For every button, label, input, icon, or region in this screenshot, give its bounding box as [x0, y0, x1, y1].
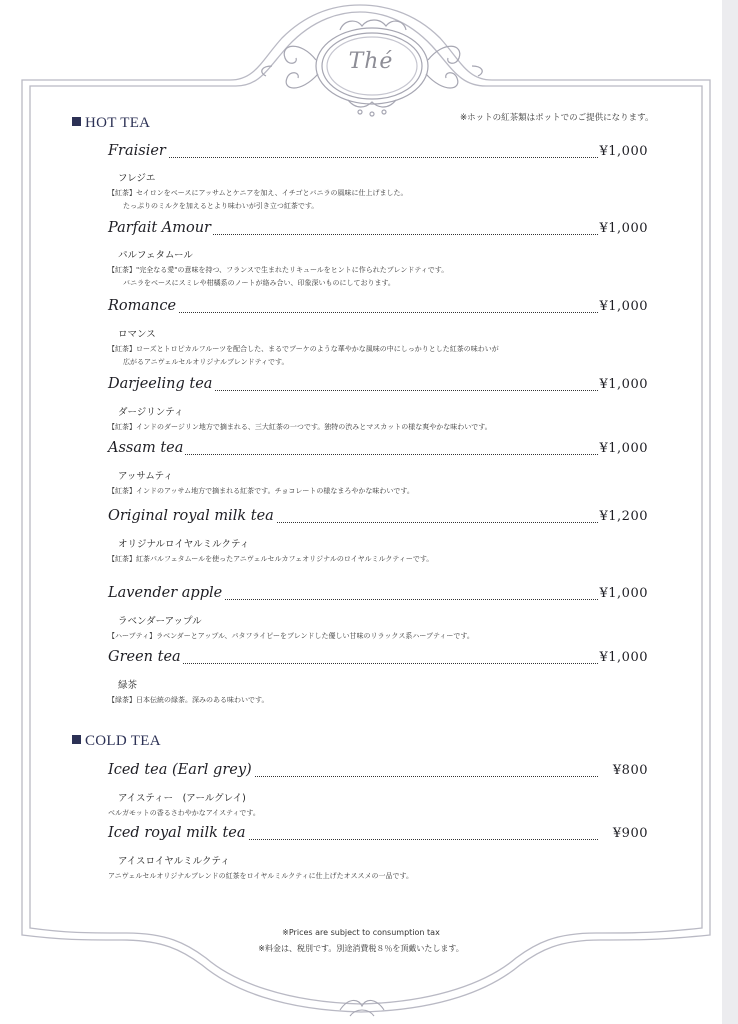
- item-name: Fraisier: [108, 143, 166, 159]
- item-price: ¥1,000: [599, 221, 648, 236]
- item-description: 【紅茶】インドのアッサム地方で摘まれる紅茶です。チョコレートの様なまろやかな味わいです。: [108, 487, 414, 495]
- hot-tea-heading-text: HOT TEA: [85, 115, 151, 131]
- menu-item-assam-tea: [108, 440, 648, 495]
- item-kana: アイスロイヤルミルクティ: [118, 856, 230, 867]
- item-price: ¥1,000: [599, 586, 648, 601]
- square-bullet-icon: [72, 117, 81, 126]
- item-kana: フレジエ: [118, 173, 156, 184]
- item-name: Original royal milk tea: [108, 508, 274, 524]
- item-kana: オリジナルロイヤルミルクティ: [118, 539, 250, 550]
- item-name: Iced tea (Earl grey): [108, 762, 252, 778]
- item-description: 【紅茶】ローズとトロピカルフルーツを配合した、まるでブーケのような華やかな風味の中にしっかりとした紅茶の味わいが 広がるアニヴェルセルオリジナルブレンドティです。: [108, 345, 499, 366]
- item-kana: パルフェタムール: [118, 250, 193, 261]
- menu-item-darjeeling-tea: [108, 376, 648, 431]
- item-kana: アッサムティ: [118, 471, 173, 482]
- cold-tea-heading: [72, 733, 161, 750]
- menu-item-original-royal-milk-tea: [108, 508, 648, 563]
- item-description: 【ハーブティ】ラベンダーとアップル、パタフライピーをブレンドした優しい甘味のリラックス系ハーブティーです。: [108, 632, 474, 640]
- menu-item-lavender-apple: [108, 585, 648, 640]
- item-name: Lavender apple: [108, 585, 223, 601]
- pot-service-note: ※ホットの紅茶類はポットでのご提供になります。: [460, 113, 654, 123]
- item-price: ¥1,000: [599, 377, 648, 392]
- tax-note-english: ※Prices are subject to consumption tax: [282, 928, 440, 937]
- item-description: ベルガモットの香るさわやかなアイスティです。: [108, 809, 260, 817]
- item-price: ¥1,000: [599, 144, 648, 159]
- item-price: ¥1,200: [599, 509, 648, 524]
- item-description: 【紅茶】インドのダージリン地方で摘まれる、三大紅茶の一つです。独特の渋みとマスカットの様な爽やかな味わいです。: [108, 423, 492, 431]
- item-description: 【緑茶】日本伝統の緑茶。深みのある味わいです。: [108, 696, 269, 704]
- menu-title: Thé: [348, 49, 394, 74]
- item-price: ¥1,000: [599, 441, 648, 456]
- item-name: Assam tea: [108, 440, 184, 456]
- item-name: Romance: [108, 298, 177, 314]
- menu-item-iced-tea-earl-grey: [108, 762, 648, 817]
- menu-item-iced-royal-milk-tea: [108, 825, 648, 880]
- item-kana: ロマンス: [118, 329, 156, 340]
- item-price: ¥900: [612, 826, 648, 841]
- item-kana: 緑茶: [118, 680, 138, 691]
- item-name: Green tea: [108, 649, 181, 665]
- item-price: ¥1,000: [599, 299, 648, 314]
- item-description: アニヴェルセルオリジナルブレンドの紅茶をロイヤルミルクティに仕上げたオススメの一品です。: [108, 872, 413, 880]
- menu-item-fraisier: [108, 143, 648, 210]
- item-description: 【紅茶】セイロンをベースにアッサムとケニアを加え、イチゴとバニラの風味に仕上げました。 たっぷりのミルクを加えるとより味わいが引き立つ紅茶です。: [108, 189, 408, 210]
- item-description: 【紅茶】"完全なる愛"の意味を持つ、フランスで生まれたリキュールをヒントに作られたブレンドティです。 バニラをベースにスミレや柑橘系のノートが絡み合い、印象深いものにしております。: [108, 266, 449, 287]
- item-kana: ラベンダーアップル: [118, 616, 202, 627]
- item-name: Darjeeling tea: [108, 376, 213, 392]
- square-bullet-icon: [72, 735, 81, 744]
- item-description: 【紅茶】紅茶パルフェタムールを使ったアニヴェルセルカフェオリジナルのロイヤルミルクティーです。: [108, 555, 434, 563]
- menu-item-romance: [108, 298, 648, 366]
- item-price: ¥1,000: [599, 650, 648, 665]
- item-kana: ダージリンティ: [118, 407, 184, 418]
- menu-item-parfait-amour: [108, 220, 648, 287]
- item-name: Iced royal milk tea: [108, 825, 246, 841]
- cold-tea-heading-text: COLD TEA: [85, 733, 161, 749]
- menu-item-green-tea: [108, 649, 648, 704]
- hot-tea-heading: [72, 115, 150, 132]
- item-name: Parfait Amour: [108, 220, 211, 236]
- item-price: ¥800: [612, 763, 648, 778]
- tax-note-japanese: ※料金は、税別です。別途消費税８％を頂戴いたします。: [258, 944, 464, 953]
- item-kana: アイスティー (アールグレイ): [118, 793, 246, 804]
